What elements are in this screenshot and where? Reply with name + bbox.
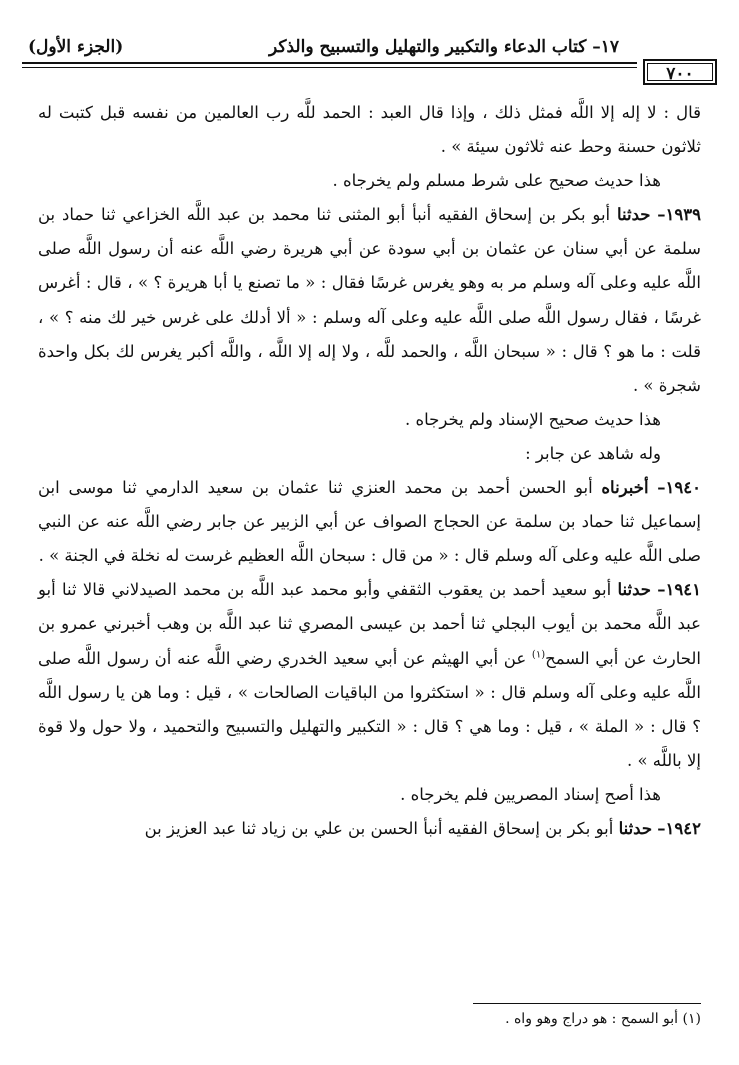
hadith-text: أبو الحسن أحمد بن محمد العنزي ثنا عثمان بن سعيد الدارمي ثنا موسى ابن إسماعيل ثنا حماد بن سلمة عن الحجاج الصواف عن أبي الزبير عن جابر رضي اللَّه عنه عن النبي صلى اللَّه عليه وعلى آله وسلم قال : « من قال : سبحان اللَّه العظيم غرست له نخلة في الجنة » .: [38, 478, 701, 566]
footnote-marker: (١): [531, 649, 546, 660]
page-number: ٧٠٠: [666, 64, 694, 84]
chapter-title: ١٧– كتاب الدعاء والتكبير والتهليل والتسبيح والذكر: [269, 37, 619, 57]
hadith-1941: [38, 573, 701, 778]
body-text: [38, 96, 701, 846]
hadith-1940: [38, 471, 701, 573]
hadith-text: أبو بكر بن إسحاق الفقيه أنبأ الحسن بن علي بن زياد ثنا عبد العزيز بن: [144, 818, 619, 838]
narration-word: حدثنا: [616, 205, 651, 225]
narration-word: حدثنا: [617, 580, 651, 600]
hadith-text: أبو بكر بن إسحاق الفقيه أنبأ أبو المثنى ثنا محمد بن عبد اللَّه الخزاعي ثنا حماد بن سلمة عن أبي سنان عن عثمان بن أبي سودة عن أبي هريرة رضي اللَّه عنه أن رسول اللَّه صلى اللَّه عليه وعلى آله وسلم مر به وهو يغرس غرسًا فقال : « ما تصنع يا أبا هريرة ؟ » ، قال : أغرس غرسًا ، فقال رسول اللَّه صلى اللَّه عليه وعلى آله وسلم : « ألا أدلك على غرس خير لك منه ؟ » ، قلت : ما هو ؟ قال : « سبحان اللَّه ، والحمد للَّه ، ولا إله إلا اللَّه ، واللَّه أكبر يغرس لك بكل واحدة شجرة » .: [38, 205, 701, 395]
footnote-rule: [473, 1003, 701, 1004]
hadith-1939: [38, 198, 701, 403]
narration-word: حدثنا: [618, 818, 653, 838]
paragraph-continuation: قال : لا إله إلا اللَّه فمثل ذلك ، وإذا قال العبد : الحمد للَّه رب العالمين من نفسه قبل كتبت له ثلاثون حسنة وحط عنه ثلاثون سيئة » .: [38, 103, 701, 157]
grading-remark: هذا أصح إسناد المصريين فلم يخرجاه .: [400, 784, 661, 804]
grading-remark: هذا حديث صحيح على شرط مسلم ولم يخرجاه .: [332, 171, 661, 191]
grading-remark: هذا حديث صحيح الإسناد ولم يخرجاه .: [405, 409, 661, 429]
hadith-number: ١٩٤٠–: [657, 478, 701, 498]
volume-label: (الجزء الأول): [28, 37, 124, 57]
narration-word: أخبرناه: [601, 478, 649, 498]
hadith-number: ١٩٤١–: [657, 580, 701, 600]
supporting-note: وله شاهد عن جابر :: [525, 443, 661, 463]
running-header: [20, 34, 719, 60]
hadith-number: ١٩٤٢–: [657, 818, 701, 838]
hadith-text: عن أبي الهيثم عن أبي سعيد الخدري رضي اللَّه عنه أن رسول اللَّه صلى اللَّه عليه وعلى آله وسلم قال : « استكثروا من الباقيات الصالحات » ، قيل : وما هن يا رسول اللَّه ؟ قال : « الملة » ، قيل : وما هي ؟ قال : « التكبير والتهليل والتسبيح والتحميد ، ولا حول ولا قوة إلا باللَّه » .: [38, 648, 701, 770]
footnote: (١) أبو السمح : هو دراج وهو واه .: [505, 1011, 701, 1027]
page-number-box: [643, 59, 717, 85]
header-rule: [22, 62, 637, 68]
hadith-text: أبو سعيد أحمد بن يعقوب الثقفي وأبو محمد عبد اللَّه بن محمد الصيدلاني قالا ثنا أبو عبد اللَّه محمد بن أيوب البجلي ثنا أحمد بن عيسى المصري ثنا عبد اللَّه بن وهب أخبرني عمرو بن الحارث عن أبي السمح: [38, 580, 701, 668]
hadith-1942: [38, 812, 701, 846]
hadith-number: ١٩٣٩–: [657, 205, 701, 225]
